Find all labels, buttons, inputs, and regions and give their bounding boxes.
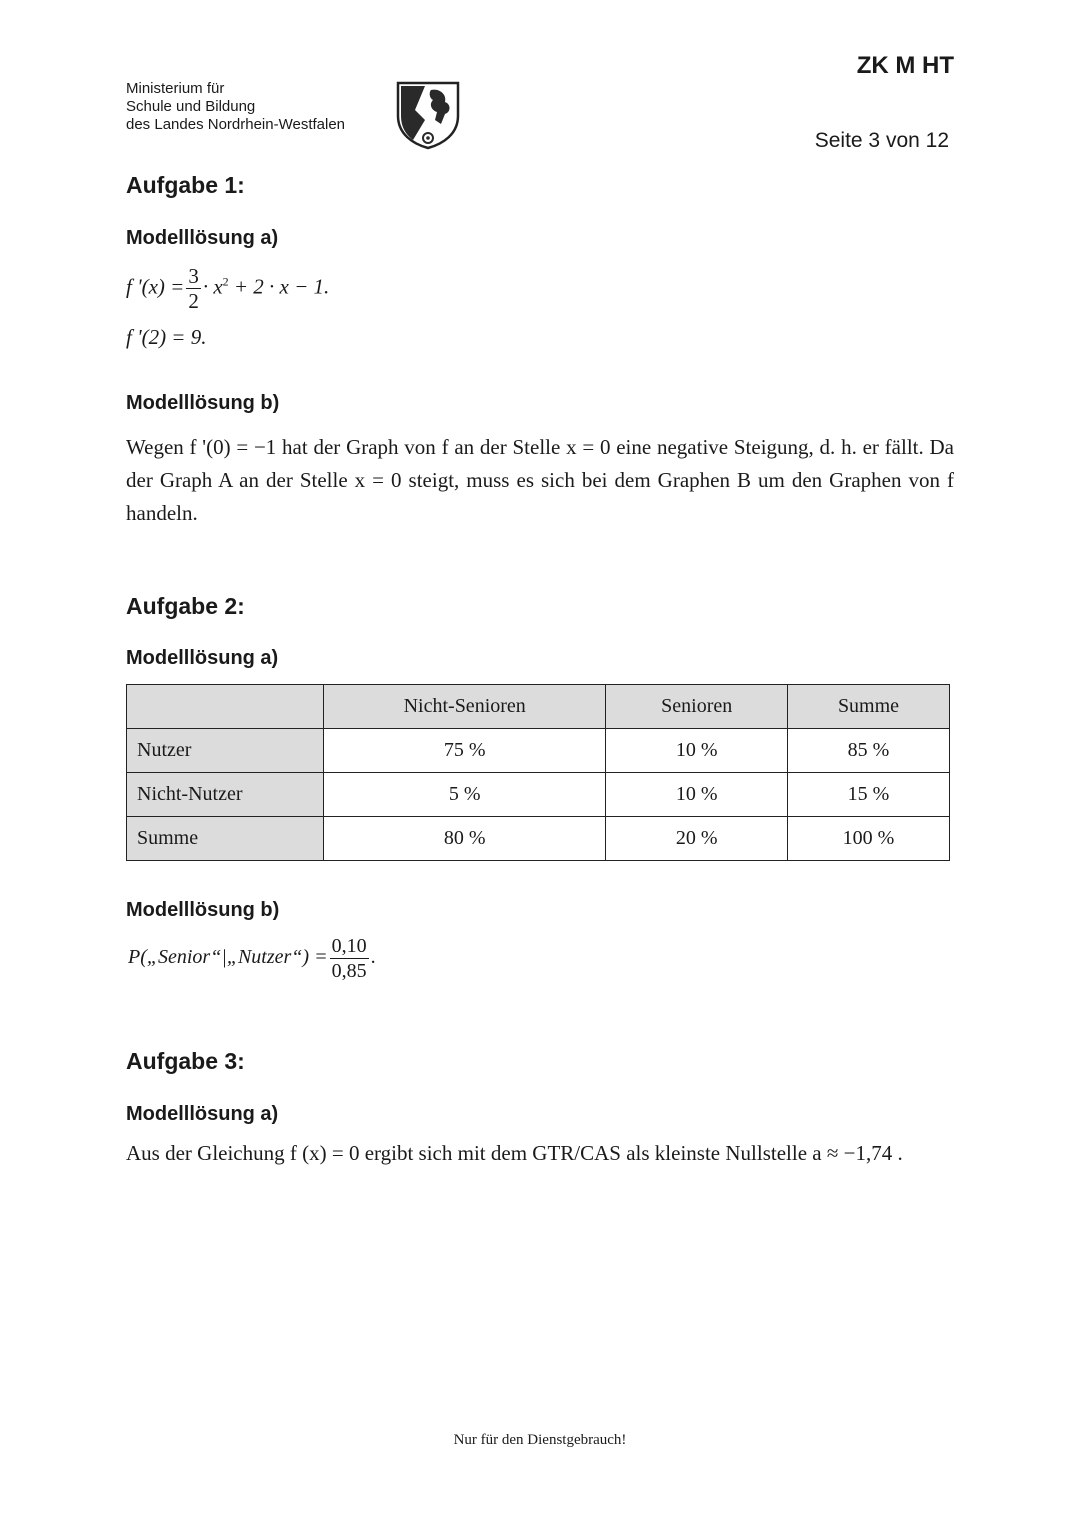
table-header-cell: Nicht-Senioren xyxy=(324,685,606,729)
task-1-solution-b-text: Wegen f '(0) = −1 hat der Graph von f an der Stelle x = 0 eine negative Steigung, d. h. er fällt. Da der Graph A an der Stelle x = 0 steigt, muss es sich bei dem Graphen B um den Graphen von f handeln. xyxy=(126,435,954,525)
nrw-crest-icon xyxy=(395,80,461,150)
fraction-denominator: 0,85 xyxy=(331,960,367,982)
four-field-table xyxy=(126,684,950,861)
task-1-title: Aufgabe 1: xyxy=(126,172,245,198)
table-row xyxy=(127,773,950,817)
task-2-title: Aufgabe 2: xyxy=(126,593,245,619)
fraction-three-halves xyxy=(186,264,201,313)
table-cell: 10 % xyxy=(606,773,788,817)
row-label: Nutzer xyxy=(127,729,324,773)
table-header-cell: Summe xyxy=(788,685,950,729)
task-2-solution-a-title: Modelllösung a) xyxy=(126,647,279,669)
task-3-solution-a-text: Aus der Gleichung f (x) = 0 ergibt sich mit dem GTR/CAS als kleinste Nullstelle a ≈ −1,74 . xyxy=(126,1141,903,1165)
ministry-name xyxy=(126,80,345,134)
conditional-probability xyxy=(128,934,376,983)
task-1-solution-b-title: Modelllösung b) xyxy=(126,392,280,414)
derivative-lhs: f '(x) = xyxy=(126,274,185,299)
fraction-numerator: 3 xyxy=(188,264,199,288)
derivative-equation xyxy=(126,264,329,313)
table-cell: 75 % xyxy=(324,729,606,773)
table-row xyxy=(127,817,950,861)
ministry-line-1: Ministerium für xyxy=(126,80,225,97)
footer-note: Nur für den Dienstgebrauch! xyxy=(453,1432,627,1448)
probability-lhs: P(„Senior“|„Nutzer“) = xyxy=(128,946,328,969)
table-header-cell xyxy=(127,685,324,729)
probability-tail: . xyxy=(370,946,376,969)
task-2-solution-b-title: Modelllösung b) xyxy=(126,899,280,921)
derivative-term: · x xyxy=(202,274,223,299)
task-3-solution-a-title: Modelllösung a) xyxy=(126,1103,279,1125)
row-label: Summe xyxy=(127,817,324,861)
derivative-value: f '(2) = 9. xyxy=(126,325,207,349)
table-cell: 15 % xyxy=(788,773,950,817)
table-cell: 85 % xyxy=(788,729,950,773)
table-cell: 80 % xyxy=(324,817,606,861)
probability-fraction xyxy=(330,934,369,983)
table-cell: 100 % xyxy=(788,817,950,861)
ministry-line-3: des Landes Nordrhein-Westfalen xyxy=(126,116,346,133)
table-cell: 10 % xyxy=(606,729,788,773)
table-header-row xyxy=(127,685,950,729)
table-header-cell: Senioren xyxy=(606,685,788,729)
table-cell: 20 % xyxy=(606,817,788,861)
table-cell: 5 % xyxy=(324,773,606,817)
task-3-title: Aufgabe 3: xyxy=(126,1048,245,1074)
derivative-tail: + 2 · x − 1. xyxy=(228,274,330,299)
derivative-exponent: 2 xyxy=(222,274,229,289)
page-info: Seite 3 von 12 xyxy=(814,129,949,152)
fraction-denominator: 2 xyxy=(188,289,199,313)
row-label: Nicht-Nutzer xyxy=(127,773,324,817)
fraction-numerator: 0,10 xyxy=(331,935,367,957)
table-row xyxy=(127,729,950,773)
ministry-line-2: Schule und Bildung xyxy=(126,98,256,115)
document-code: ZK M HT xyxy=(856,52,954,79)
task-1-solution-a-title: Modelllösung a) xyxy=(126,227,279,249)
